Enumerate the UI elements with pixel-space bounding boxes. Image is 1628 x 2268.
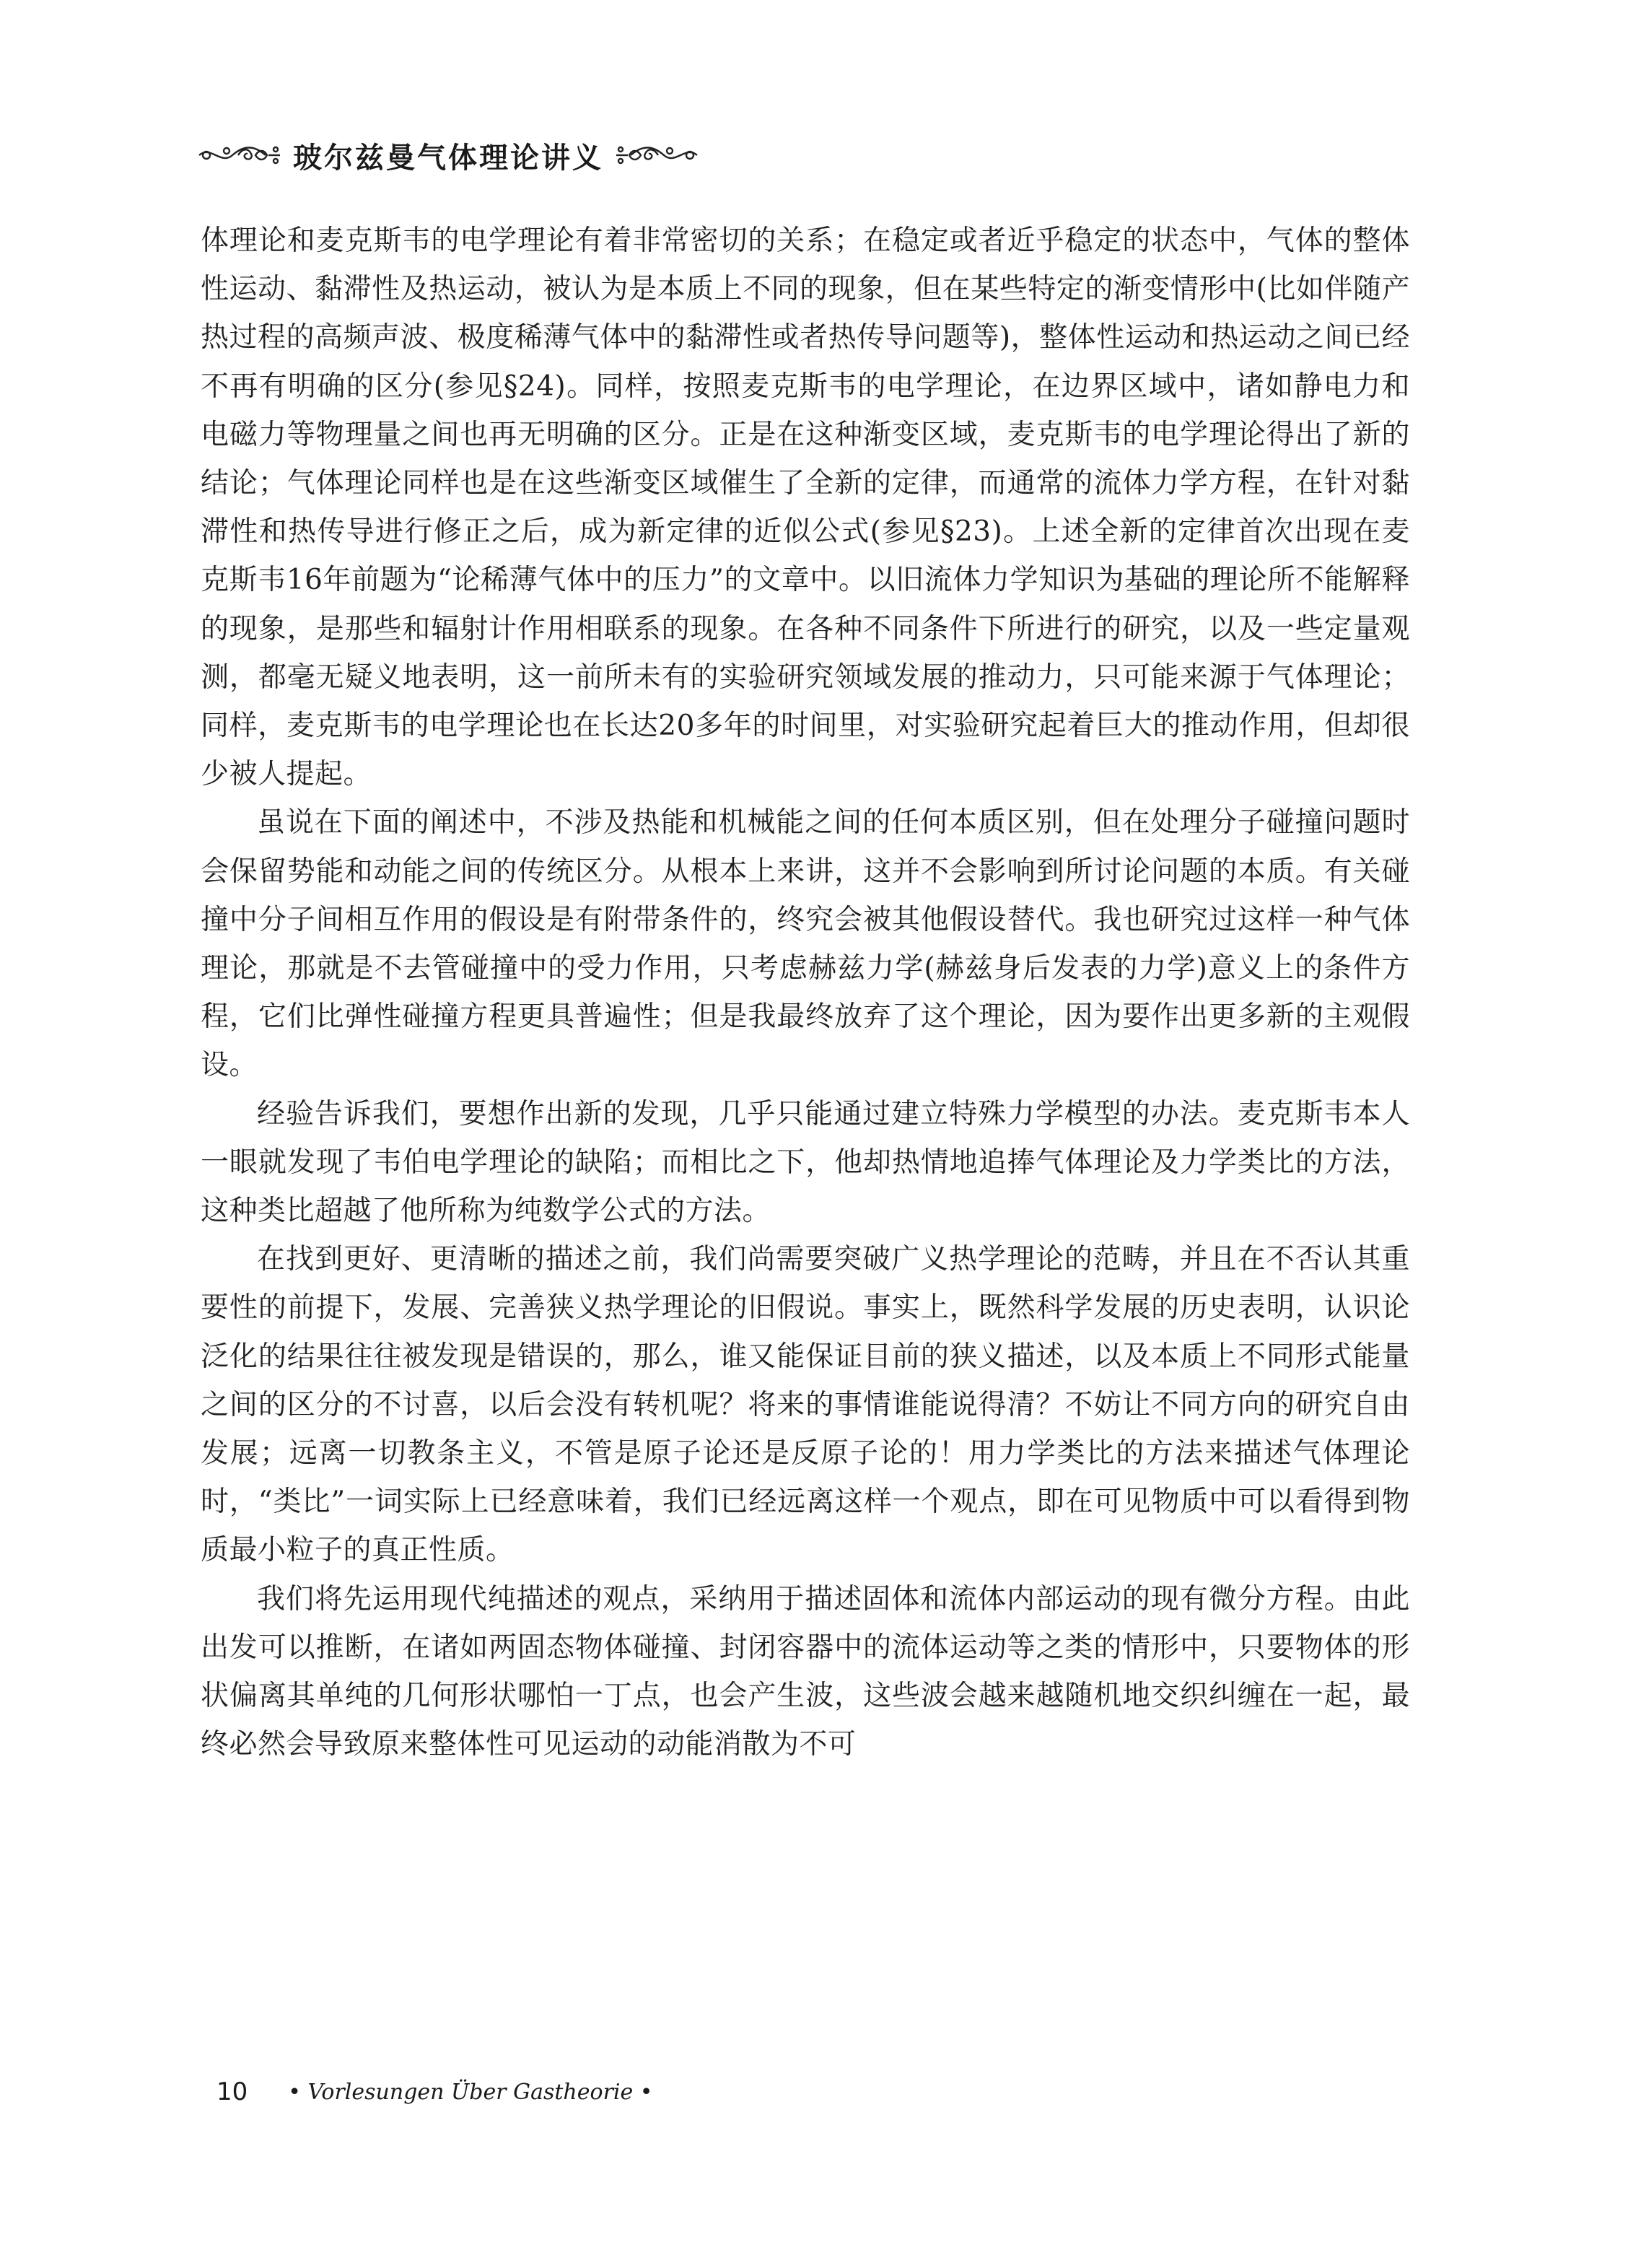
scroll-ornament-icon bbox=[196, 139, 283, 171]
book-title: 玻尔兹曼气体理论讲义 bbox=[293, 141, 603, 175]
paragraph: 我们将先运用现代纯描述的观点，采纳用于描述固体和流体内部运动的现有微分方程。由此出发可以推断，在诸如两固态物体碰撞、封闭容器中的流体运动等之类的情形中，只要物体的形状偏离其单纯的几何形状哪怕一丁点，也会产生波，这些波会越来越随机地交织纠缠在一起，最终必然会导致原来整体性可见运动的动能消散为不可 bbox=[201, 1582, 1410, 1761]
body-text bbox=[201, 217, 1410, 1769]
paragraph: 体理论和麦克斯韦的电学理论有着非常密切的关系；在稳定或者近乎稳定的状态中，气体的整体性运动、黏滞性及热运动，被认为是本质上不同的现象，但在某些特定的渐变情形中(比如伴随产热过程的高频声波、极度稀薄气体中的黏滞性或者热传导问题等)，整体性运动和热运动之间已经不再有明确的区分(参见§24)。同样，按照麦克斯韦的电学理论，在边界区域中，诸如静电力和电磁力等物理量之间也再无明确的区分。正是在这种渐变区域，麦克斯韦的电学理论得出了新的结论；气体理论同样也是在这些渐变区域催生了全新的定律，而通常的流体力学方程，在针对黏滞性和热传导进行修正之后，成为新定律的近似公式(参见§23)。上述全新的定律首次出现在麦克斯韦16年前题为“论稀薄气体中的压力”的文章中。以旧流体力学知识为基础的理论所不能解释的现象，是那些和辐射计作用相联系的现象。在各种不同条件下所进行的研究，以及一些定量观测，都毫无疑义地表明，这一前所未有的实验研究领域发展的推动力，只可能来源于气体理论；同样，麦克斯韦的电学理论也在长达20多年的时间里，对实验研究起着巨大的推动作用，但却很少被人提起。 bbox=[201, 224, 1410, 791]
page-number: 10 bbox=[216, 2077, 248, 2106]
paragraph: 在找到更好、更清晰的描述之前，我们尚需要突破广义热学理论的范畴，并且在不否认其重要性的前提下，发展、完善狭义热学理论的旧假说。事实上，既然科学发展的历史表明，认识论泛化的结果往往被发现是错误的，那么，谁又能保证目前的狭义描述，以及本质上不同形式能量之间的区分的不讨喜，以后会没有转机呢？将来的事情谁能说得清？不妨让不同方向的研究自由发展；远离一切教条主义，不管是原子论还是反原子论的！用力学类比的方法来描述气体理论时，“类比”一词实际上已经意味着，我们已经远离这样一个观点，即在可见物质中可以看得到物质最小粒子的真正性质。 bbox=[201, 1243, 1410, 1567]
paragraph: 经验告诉我们，要想作出新的发现，几乎只能通过建立特殊力学模型的办法。麦克斯韦本人一眼就发现了韦伯电学理论的缺陷；而相比之下，他却热情地追捧气体理论及力学类比的方法，这种类比超越了他所称为纯数学公式的方法。 bbox=[201, 1097, 1410, 1228]
running-footer-title: • Vorlesungen Über Gastheorie • bbox=[288, 2079, 653, 2105]
paragraph: 虽说在下面的阐述中，不涉及热能和机械能之间的任何本质区别，但在处理分子碰撞问题时会保留势能和动能之间的传统区分。从根本上来讲，这并不会影响到所讨论问题的本质。有关碰撞中分子间相互作用的假设是有附带条件的，终究会被其他假设替代。我也研究过这样一种气体理论，那就是不去管碰撞中的受力作用，只考虑赫兹力学(赫兹身后发表的力学)意义上的条件方程，它们比弹性碰撞方程更具普遍性；但是我最终放弃了这个理论，因为要作出更多新的主观假设。 bbox=[201, 806, 1410, 1082]
running-header bbox=[196, 130, 701, 180]
scroll-ornament-icon bbox=[613, 139, 700, 171]
page-footer bbox=[216, 2070, 653, 2114]
